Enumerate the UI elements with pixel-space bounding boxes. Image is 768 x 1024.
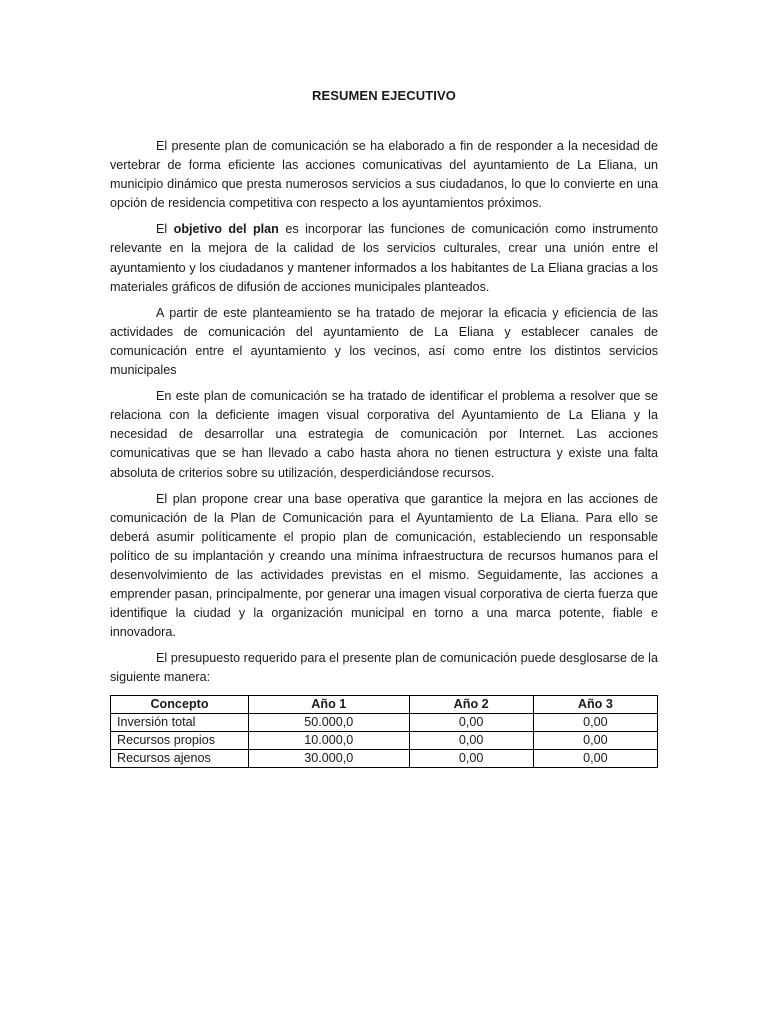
paragraph-problem: En este plan de comunicación se ha tratado de identificar el problema a resolver que se relaciona con la deficiente imagen visual corporativa del Ayuntamiento de La Eliana y la necesidad de desarrollar una estrategia de comunicación por Internet. Las acciones comunicativas que se han llevado a cabo hasta ahora no tienen estructura y existe una falta absoluta de criterios sobre su utilización, desperdiciándose recursos. <box>110 389 658 480</box>
cell-concept: Recursos propios <box>111 731 249 749</box>
cell-value: 0,00 <box>533 749 657 767</box>
cell-concept: Inversión total <box>111 713 249 731</box>
table-header-row <box>111 695 658 713</box>
paragraph-objective <box>110 220 658 296</box>
cell-value: 0,00 <box>533 713 657 731</box>
cell-value: 0,00 <box>533 731 657 749</box>
header-ano-3: Año 3 <box>533 695 657 713</box>
paragraph-objective-bold: objetivo del plan <box>173 222 279 237</box>
header-ano-2: Año 2 <box>409 695 533 713</box>
paragraph-budget-intro: El presupuesto requerido para el presente plan de comunicación puede desglosarse de la siguiente manera: <box>110 651 658 685</box>
document-page <box>110 88 658 768</box>
table-row <box>111 731 658 749</box>
table-row <box>111 713 658 731</box>
budget-table <box>110 695 658 768</box>
cell-value: 50.000,0 <box>249 713 410 731</box>
cell-value: 0,00 <box>409 731 533 749</box>
paragraph-proposal: El plan propone crear una base operativa que garantice la mejora en las acciones de comunicación de la Plan de Comunicación para el Ayuntamiento de La Eliana. Para ello se deberá asumir políticamente el propio plan de comunicación, estableciendo un responsable político de su implantación y creando una mínima infraestructura de recursos humanos para el desenvolvimiento de las actividades previstas en el mismo. Seguidamente, las acciones a emprender pasan, principalmente, por generar una imagen visual corporativa de cierta fuerza que identifique la ciudad y la organización municipal en torno a una marca potente, fiable e innovadora. <box>110 491 658 640</box>
header-concepto: Concepto <box>111 695 249 713</box>
paragraph-objective-lead: El <box>156 222 174 237</box>
paragraph-intro: El presente plan de comunicación se ha elaborado a fin de responder a la necesidad de vertebrar de forma eficiente las acciones comunicativas del ayuntamiento de La Eliana, un municipio dinámico que presta numerosos servicios a sus ciudadanos, lo que lo convierte en una opción de residencia competitiva con respecto a los ayuntamientos próximos. <box>110 139 658 211</box>
cell-value: 0,00 <box>409 713 533 731</box>
cell-value: 10.000,0 <box>249 731 410 749</box>
header-ano-1: Año 1 <box>249 695 410 713</box>
table-row <box>111 749 658 767</box>
paragraph-approach: A partir de este planteamiento se ha tratado de mejorar la eficacia y eficiencia de las actividades de comunicación del ayuntamiento de La Eliana y establecer canales de comunicación entre el ayuntamiento y los vecinos, así como entre los distintos servicios municipales <box>110 305 658 378</box>
cell-concept: Recursos ajenos <box>111 749 249 767</box>
document-title: RESUMEN EJECUTIVO <box>311 88 456 103</box>
cell-value: 30.000,0 <box>249 749 410 767</box>
paragraph-objective-text: es incorporar las funciones de comunicación como instrumento relevante en la mejora de la calidad de los servicios culturales, crear una unión entre el ayuntamiento y los ciudadanos y mantener informados a los habitantes de La Eliana gracias a los materiales gráficos de difusión de acciones municipales planteados. <box>110 222 658 294</box>
cell-value: 0,00 <box>409 749 533 767</box>
